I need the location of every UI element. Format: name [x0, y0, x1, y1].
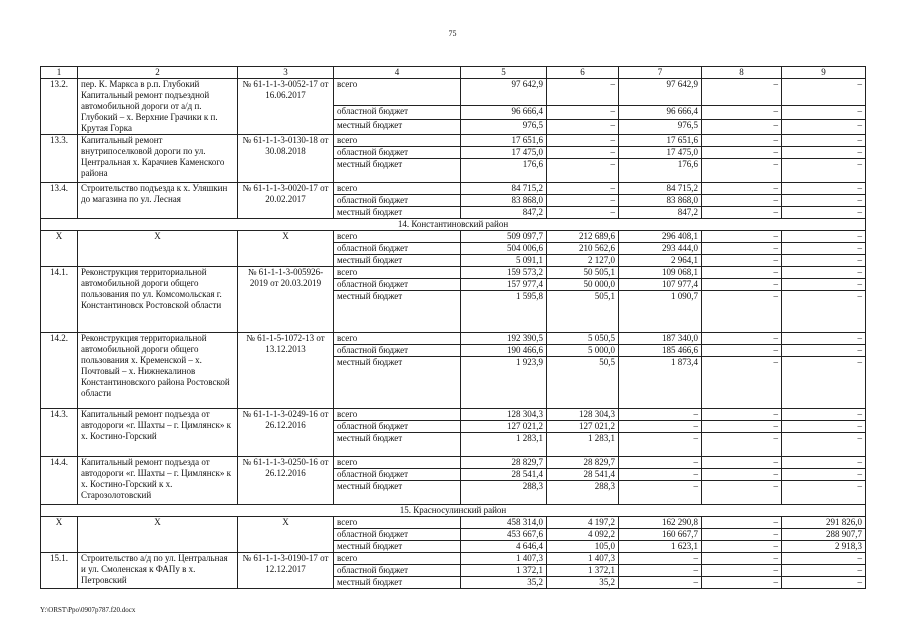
- amount-cell: –: [782, 433, 866, 457]
- funding-source-label: местный бюджет: [334, 481, 461, 505]
- amount-cell: –: [782, 183, 866, 195]
- amount-cell: 4 197,2: [547, 517, 619, 529]
- amount-cell: 28 829,7: [547, 457, 619, 469]
- column-number-header: 9: [782, 67, 866, 79]
- amount-cell: –: [702, 195, 782, 207]
- funding-source-label: местный бюджет: [334, 159, 461, 183]
- amount-cell: 176,6: [619, 159, 702, 183]
- funding-source-label: всего: [334, 457, 461, 469]
- amount-cell: –: [619, 409, 702, 421]
- amount-cell: 1 283,1: [461, 433, 547, 457]
- amount-cell: –: [782, 553, 866, 565]
- amount-cell: –: [702, 183, 782, 195]
- expertise-number: № 61-1-1-3-0020-17 от 20.02.2017: [238, 183, 334, 219]
- amount-cell: 976,5: [619, 120, 702, 135]
- column-number-header: 3: [238, 67, 334, 79]
- amount-cell: 185 466,6: [619, 345, 702, 357]
- amount-cell: –: [782, 105, 866, 120]
- amount-cell: 160 667,7: [619, 529, 702, 541]
- amount-cell: 1 372,1: [461, 565, 547, 577]
- amount-cell: 50,5: [547, 357, 619, 409]
- funding-source-label: областной бюджет: [334, 195, 461, 207]
- object-name: Капитальный ремонт подъезда от автодороги «г. Шахты – г. Цимлянск» к х. Костино-Горский к х. Старозолотовский: [78, 457, 238, 505]
- item-number: 14.1.: [41, 267, 78, 333]
- amount-cell: 35,2: [461, 577, 547, 589]
- amount-cell: –: [619, 553, 702, 565]
- object-name: Строительство а/д по ул. Центральная и ул. Смоленская к ФАПу в х. Петровский: [78, 553, 238, 589]
- amount-cell: –: [782, 243, 866, 255]
- amount-cell: –: [702, 541, 782, 553]
- amount-cell: –: [782, 147, 866, 159]
- amount-cell: 453 667,6: [461, 529, 547, 541]
- amount-cell: 83 868,0: [461, 195, 547, 207]
- amount-cell: 5 050,5: [547, 333, 619, 345]
- amount-cell: 1 873,4: [619, 357, 702, 409]
- amount-cell: 96 666,4: [461, 105, 547, 120]
- amount-cell: –: [702, 267, 782, 279]
- amount-cell: –: [702, 105, 782, 120]
- amount-cell: 127 021,2: [461, 421, 547, 433]
- amount-cell: –: [702, 469, 782, 481]
- amount-cell: 296 408,1: [619, 231, 702, 243]
- x-marker: Х: [238, 231, 334, 267]
- amount-cell: 1 623,1: [619, 541, 702, 553]
- expertise-number: № 61-1-1-3-005926-2019 от 20.03.2019: [238, 267, 334, 333]
- amount-cell: –: [702, 79, 782, 106]
- table-row: [41, 79, 866, 106]
- item-number: 14.4.: [41, 457, 78, 505]
- table-row: [41, 333, 866, 345]
- amount-cell: –: [782, 357, 866, 409]
- amount-cell: –: [782, 565, 866, 577]
- column-number-header: 8: [702, 67, 782, 79]
- amount-cell: –: [782, 345, 866, 357]
- expertise-number: № 61-1-1-3-0250-16 от 26.12.2016: [238, 457, 334, 505]
- amount-cell: –: [782, 120, 866, 135]
- amount-cell: 4 092,2: [547, 529, 619, 541]
- amount-cell: –: [702, 135, 782, 147]
- amount-cell: –: [782, 457, 866, 469]
- amount-cell: 288,3: [461, 481, 547, 505]
- amount-cell: 17 651,6: [461, 135, 547, 147]
- amount-cell: 1 407,3: [461, 553, 547, 565]
- amount-cell: 1 923,9: [461, 357, 547, 409]
- amount-cell: –: [702, 457, 782, 469]
- amount-cell: –: [782, 255, 866, 267]
- amount-cell: –: [782, 421, 866, 433]
- budget-table: [40, 66, 866, 589]
- amount-cell: –: [782, 333, 866, 345]
- amount-cell: –: [547, 135, 619, 147]
- amount-cell: –: [702, 577, 782, 589]
- amount-cell: –: [619, 565, 702, 577]
- amount-cell: 96 666,4: [619, 105, 702, 120]
- amount-cell: 17 475,0: [461, 147, 547, 159]
- funding-source-label: областной бюджет: [334, 279, 461, 291]
- object-name: Строительство подъезда к х. Уляшкин до магазина по ул. Лесная: [78, 183, 238, 219]
- amount-cell: –: [619, 469, 702, 481]
- header-row: [41, 67, 866, 79]
- amount-cell: –: [547, 79, 619, 106]
- column-number-header: 2: [78, 67, 238, 79]
- amount-cell: 2 964,1: [619, 255, 702, 267]
- amount-cell: –: [782, 207, 866, 219]
- amount-cell: 162 290,8: [619, 517, 702, 529]
- object-name: Капитальный ремонт внутрипоселковой дороги по ул. Центральная х. Карачиев Каменского района: [78, 135, 238, 183]
- amount-cell: 509 097,7: [461, 231, 547, 243]
- funding-source-label: областной бюджет: [334, 529, 461, 541]
- amount-cell: 2 918,3: [782, 541, 866, 553]
- table-row: [41, 231, 866, 243]
- amount-cell: –: [782, 159, 866, 183]
- amount-cell: 50 505,1: [547, 267, 619, 279]
- funding-source-label: областной бюджет: [334, 421, 461, 433]
- amount-cell: 5 091,1: [461, 255, 547, 267]
- amount-cell: 2 127,0: [547, 255, 619, 267]
- funding-source-label: местный бюджет: [334, 577, 461, 589]
- funding-source-label: всего: [334, 553, 461, 565]
- amount-cell: 210 562,6: [547, 243, 619, 255]
- amount-cell: –: [782, 409, 866, 421]
- item-number: 15.1.: [41, 553, 78, 589]
- expertise-number: № 61-1-1-3-0052-17 от 16.06.2017: [238, 79, 334, 135]
- amount-cell: –: [619, 433, 702, 457]
- amount-cell: 128 304,3: [547, 409, 619, 421]
- amount-cell: 17 475,0: [619, 147, 702, 159]
- amount-cell: 127 021,2: [547, 421, 619, 433]
- amount-cell: 505,1: [547, 291, 619, 333]
- page-number: 75: [448, 29, 457, 38]
- funding-source-label: всего: [334, 183, 461, 195]
- expertise-number: № 61-1-5-1072-13 от 13.12.2013: [238, 333, 334, 409]
- amount-cell: –: [619, 577, 702, 589]
- item-number: 13.4.: [41, 183, 78, 219]
- amount-cell: 504 006,6: [461, 243, 547, 255]
- amount-cell: –: [702, 409, 782, 421]
- amount-cell: –: [702, 421, 782, 433]
- amount-cell: –: [782, 279, 866, 291]
- amount-cell: 212 689,6: [547, 231, 619, 243]
- column-number-header: 5: [461, 67, 547, 79]
- amount-cell: –: [782, 267, 866, 279]
- amount-cell: 1 407,3: [547, 553, 619, 565]
- x-marker: Х: [41, 231, 78, 267]
- x-marker: Х: [238, 517, 334, 553]
- amount-cell: 1 283,1: [547, 433, 619, 457]
- amount-cell: –: [702, 333, 782, 345]
- funding-source-label: областной бюджет: [334, 105, 461, 120]
- amount-cell: –: [782, 469, 866, 481]
- item-number: 13.3.: [41, 135, 78, 183]
- amount-cell: –: [702, 159, 782, 183]
- amount-cell: 28 541,4: [547, 469, 619, 481]
- table-row: [41, 553, 866, 565]
- amount-cell: 847,2: [461, 207, 547, 219]
- column-number-header: 4: [334, 67, 461, 79]
- funding-source-label: областной бюджет: [334, 243, 461, 255]
- amount-cell: –: [547, 120, 619, 135]
- amount-cell: 1 595,8: [461, 291, 547, 333]
- amount-cell: 157 977,4: [461, 279, 547, 291]
- amount-cell: –: [702, 565, 782, 577]
- funding-source-label: местный бюджет: [334, 291, 461, 333]
- amount-cell: 1 090,7: [619, 291, 702, 333]
- district-row: [41, 505, 866, 517]
- amount-cell: 288 907,7: [782, 529, 866, 541]
- amount-cell: –: [702, 481, 782, 505]
- table-row: [41, 517, 866, 529]
- amount-cell: –: [619, 481, 702, 505]
- column-number-header: 1: [41, 67, 78, 79]
- amount-cell: –: [702, 345, 782, 357]
- funding-source-label: областной бюджет: [334, 565, 461, 577]
- funding-source-label: местный бюджет: [334, 120, 461, 135]
- expertise-number: № 61-1-1-3-0190-17 от 12.12.2017: [238, 553, 334, 589]
- amount-cell: –: [702, 243, 782, 255]
- amount-cell: 35,2: [547, 577, 619, 589]
- amount-cell: –: [547, 159, 619, 183]
- amount-cell: 128 304,3: [461, 409, 547, 421]
- amount-cell: 192 390,5: [461, 333, 547, 345]
- amount-cell: 5 000,0: [547, 345, 619, 357]
- amount-cell: –: [702, 517, 782, 529]
- district-title: 15. Красносулинский район: [41, 505, 866, 517]
- amount-cell: –: [782, 135, 866, 147]
- object-name: Реконструкция территориальной автомобильной дороги общего пользования по ул. Комсомольская г. Константиновск Ростовской области: [78, 267, 238, 333]
- amount-cell: 17 651,6: [619, 135, 702, 147]
- amount-cell: 176,6: [461, 159, 547, 183]
- amount-cell: –: [619, 457, 702, 469]
- amount-cell: 187 340,0: [619, 333, 702, 345]
- amount-cell: 84 715,2: [461, 183, 547, 195]
- table-row: [41, 409, 866, 421]
- amount-cell: –: [702, 120, 782, 135]
- object-name: пер. К. Маркса в р.п. Глубокий Капитальный ремонт подъездной автомобильной дороги от а/д п. Глубокий – х. Верхние Грачики к п. Крутая Горка: [78, 79, 238, 135]
- funding-source-label: областной бюджет: [334, 469, 461, 481]
- funding-source-label: всего: [334, 267, 461, 279]
- amount-cell: –: [702, 231, 782, 243]
- funding-source-label: местный бюджет: [334, 207, 461, 219]
- amount-cell: –: [702, 291, 782, 333]
- amount-cell: –: [702, 207, 782, 219]
- district-title: 14. Константиновский район: [41, 219, 866, 231]
- amount-cell: –: [702, 357, 782, 409]
- expertise-number: № 61-1-1-3-0130-18 от 30.08.2018: [238, 135, 334, 183]
- amount-cell: 847,2: [619, 207, 702, 219]
- column-number-header: 7: [619, 67, 702, 79]
- amount-cell: –: [702, 529, 782, 541]
- funding-source-label: всего: [334, 409, 461, 421]
- table-row: [41, 457, 866, 469]
- amount-cell: –: [547, 195, 619, 207]
- amount-cell: 84 715,2: [619, 183, 702, 195]
- amount-cell: 97 642,9: [461, 79, 547, 106]
- amount-cell: –: [782, 481, 866, 505]
- amount-cell: 293 444,0: [619, 243, 702, 255]
- funding-source-label: всего: [334, 79, 461, 106]
- funding-source-label: областной бюджет: [334, 147, 461, 159]
- file-path-footer: Y:\ORST\Ppo\0907p787.f20.docx: [40, 606, 136, 614]
- x-marker: Х: [78, 231, 238, 267]
- amount-cell: –: [547, 147, 619, 159]
- amount-cell: –: [782, 195, 866, 207]
- funding-source-label: всего: [334, 231, 461, 243]
- table-row: [41, 135, 866, 147]
- funding-source-label: местный бюджет: [334, 433, 461, 457]
- table-row: [41, 183, 866, 195]
- amount-cell: 50 000,0: [547, 279, 619, 291]
- x-marker: Х: [41, 517, 78, 553]
- amount-cell: –: [702, 255, 782, 267]
- funding-source-label: всего: [334, 135, 461, 147]
- amount-cell: 83 868,0: [619, 195, 702, 207]
- amount-cell: 4 646,4: [461, 541, 547, 553]
- amount-cell: 109 068,1: [619, 267, 702, 279]
- district-row: [41, 219, 866, 231]
- amount-cell: 458 314,0: [461, 517, 547, 529]
- amount-cell: –: [702, 147, 782, 159]
- amount-cell: –: [547, 183, 619, 195]
- funding-source-label: местный бюджет: [334, 255, 461, 267]
- amount-cell: 976,5: [461, 120, 547, 135]
- amount-cell: 190 466,6: [461, 345, 547, 357]
- funding-source-label: всего: [334, 517, 461, 529]
- amount-cell: –: [702, 433, 782, 457]
- amount-cell: –: [702, 553, 782, 565]
- item-number: 13.2.: [41, 79, 78, 135]
- funding-source-label: всего: [334, 333, 461, 345]
- amount-cell: –: [782, 577, 866, 589]
- amount-cell: 28 541,4: [461, 469, 547, 481]
- object-name: Капитальный ремонт подъезда от автодороги «г. Шахты – г. Цимлянск» к х. Костино-Горский: [78, 409, 238, 457]
- object-name: Реконструкция территориальной автомобильной дороги общего пользования х. Кременской – х. Почтовый – х. Нижнекалинов Константиновского района Ростовской области: [78, 333, 238, 409]
- amount-cell: –: [782, 291, 866, 333]
- amount-cell: 159 573,2: [461, 267, 547, 279]
- amount-cell: 288,3: [547, 481, 619, 505]
- funding-source-label: местный бюджет: [334, 541, 461, 553]
- x-marker: Х: [78, 517, 238, 553]
- amount-cell: 97 642,9: [619, 79, 702, 106]
- amount-cell: –: [547, 207, 619, 219]
- column-number-header: 6: [547, 67, 619, 79]
- amount-cell: –: [619, 421, 702, 433]
- funding-source-label: местный бюджет: [334, 357, 461, 409]
- expertise-number: № 61-1-1-3-0249-16 от 26.12.2016: [238, 409, 334, 457]
- amount-cell: –: [782, 231, 866, 243]
- funding-source-label: областной бюджет: [334, 345, 461, 357]
- amount-cell: –: [702, 279, 782, 291]
- amount-cell: 28 829,7: [461, 457, 547, 469]
- amount-cell: 291 826,0: [782, 517, 866, 529]
- table-row: [41, 267, 866, 279]
- amount-cell: –: [782, 79, 866, 106]
- amount-cell: –: [547, 105, 619, 120]
- item-number: 14.3.: [41, 409, 78, 457]
- item-number: 14.2.: [41, 333, 78, 409]
- amount-cell: 105,0: [547, 541, 619, 553]
- amount-cell: 107 977,4: [619, 279, 702, 291]
- amount-cell: 1 372,1: [547, 565, 619, 577]
